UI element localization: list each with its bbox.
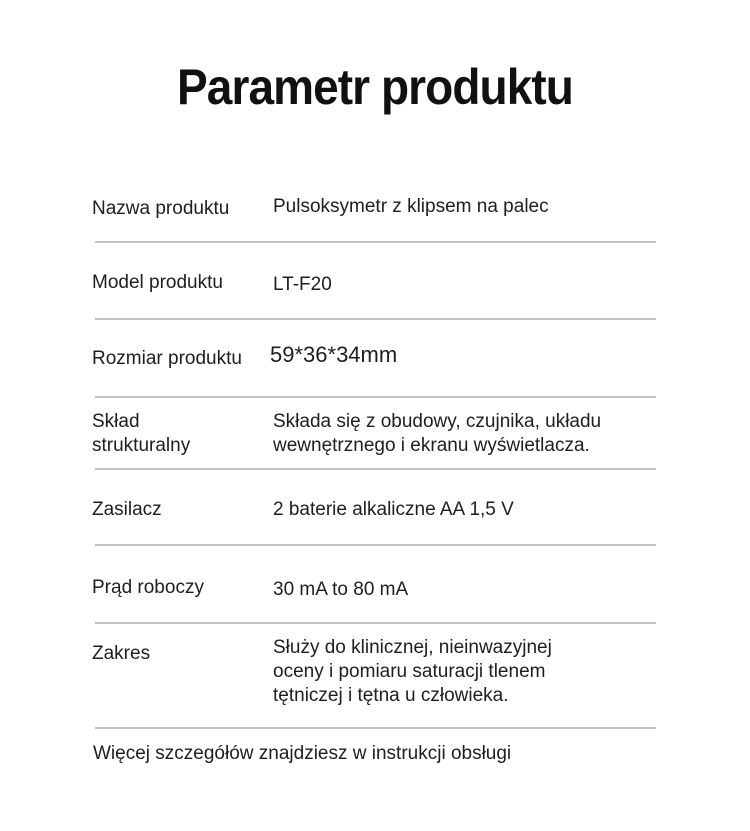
spec-label: Nazwa produktu	[92, 198, 230, 219]
spec-value: LT-F20	[273, 274, 332, 295]
spec-label: Prąd roboczy	[92, 577, 204, 598]
spec-value: Służy do klinicznej, nieinwazyjnej oceny i pomiaru saturacji tlenem tętniczej i tętna u człowieka.	[273, 637, 552, 706]
spec-value: Składa się z obudowy, czujnika, układu wewnętrznego i ekranu wyświetlacza.	[273, 411, 602, 456]
spec-value: Pulsoksymetr z klipsem na palec	[273, 196, 549, 217]
row-divider	[95, 318, 656, 320]
spec-value: 30 mA to 80 mA	[273, 579, 409, 600]
spec-label: Zasilacz	[92, 499, 162, 520]
spec-value: 2 baterie alkaliczne AA 1,5 V	[273, 499, 514, 520]
row-divider	[95, 468, 656, 470]
spec-label: Skład strukturalny	[92, 411, 191, 456]
spec-label: Zakres	[92, 643, 151, 664]
spec-value: 59*36*34mm	[270, 342, 398, 367]
footer-note: Więcej szczegółów znajdziesz w instrukcji obsługi	[93, 743, 512, 764]
row-divider	[95, 544, 656, 546]
row-divider	[95, 396, 656, 398]
row-divider	[95, 622, 656, 624]
spec-label: Rozmiar produktu	[92, 348, 242, 369]
row-divider	[95, 727, 656, 729]
row-divider	[95, 241, 656, 243]
page-title: Parametr produktu	[177, 59, 573, 115]
spec-label: Model produktu	[92, 272, 223, 293]
